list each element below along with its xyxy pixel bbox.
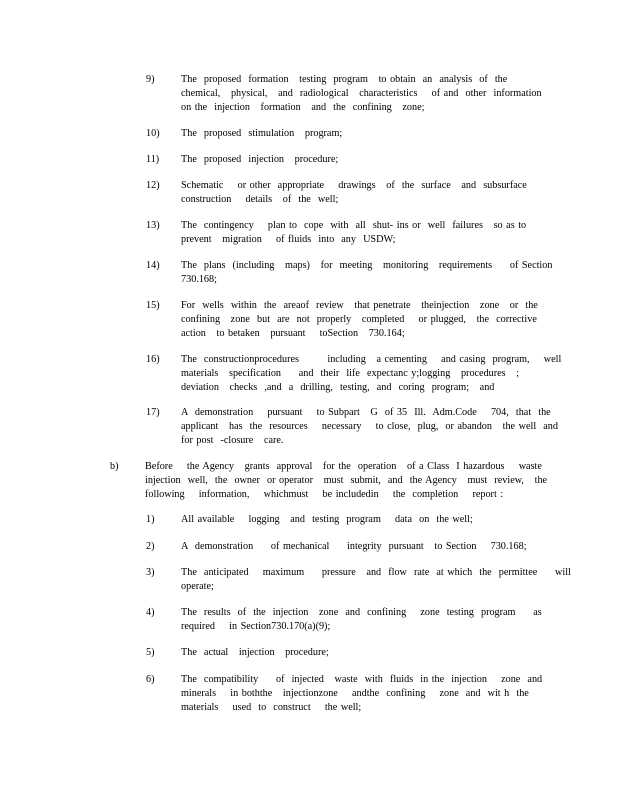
item-text <box>181 127 546 141</box>
item-number: 17) <box>146 407 160 418</box>
item-text <box>181 566 571 594</box>
text-line: prevent migration of fluids into any USDW; <box>181 234 396 245</box>
item-number: 2) <box>146 541 155 552</box>
text-line: action to betaken pursuant toSection 730.164; <box>181 328 405 339</box>
text-line: The contingency plan to cope with all shut- ins or well failures so as to <box>181 220 527 231</box>
text-line: confining zone but are not properly completed or plugged, the corrective <box>181 314 537 325</box>
text-line: The proposed stimulation program; <box>181 128 343 139</box>
text-line: materials used to construct the well; <box>181 702 362 713</box>
text-line: The plans (including maps) for meeting monitoring requirements of Section <box>181 260 553 271</box>
item-text <box>181 73 546 115</box>
item-number: 11) <box>146 154 160 165</box>
item-number: 10) <box>146 128 160 139</box>
text-line: For wells within the areaof review that penetrate theinjection zone or the <box>181 300 538 311</box>
section-text <box>145 460 546 502</box>
text-line: operate; <box>181 581 214 592</box>
item-text <box>181 406 558 448</box>
item-number: 15) <box>146 300 160 311</box>
item-number: 6) <box>146 674 155 685</box>
text-line: A demonstration of mechanical integrity pursuant to Section 730.168; <box>181 541 527 552</box>
text-line: The actual injection procedure; <box>181 647 329 658</box>
item-text <box>181 513 546 527</box>
text-line: injection well, the owner or operator must submit, and the Agency must review, the <box>145 475 548 486</box>
text-line: for post -closure care. <box>181 435 284 446</box>
text-line: deviation checks ,and a drilling, testing, and coring program; and <box>181 382 495 393</box>
item-text <box>181 299 546 341</box>
text-line: The compatibility of injected waste with fluids in the injection zone and <box>181 674 543 685</box>
item-text <box>181 153 546 167</box>
text-line: The proposed injection procedure; <box>181 154 339 165</box>
item-text <box>181 179 546 207</box>
item-number: 5) <box>146 647 155 658</box>
item-text <box>181 353 562 395</box>
text-line: minerals in boththe injectionzone andthe confining zone and wit h the <box>181 688 529 699</box>
text-line: The results of the injection zone and confining zone testing program as <box>181 607 542 618</box>
text-line: construction details of the well; <box>181 194 339 205</box>
item-text <box>181 259 553 287</box>
item-text <box>181 540 546 554</box>
text-line: applicant has the resources necessary to close, plug, or abandon the well and <box>181 421 558 432</box>
item-number: 1) <box>146 514 155 525</box>
text-line: on the injection formation and the confining zone; <box>181 102 425 113</box>
item-number: 9) <box>146 74 155 85</box>
item-text <box>181 646 546 660</box>
item-number: 3) <box>146 567 155 578</box>
section-label: b) <box>110 461 119 472</box>
item-number: 14) <box>146 260 160 271</box>
text-line: The proposed formation testing program to obtain an analysis of the <box>181 74 508 85</box>
item-number: 4) <box>146 607 155 618</box>
text-line: Before the Agency grants approval for the operation of a Class I hazardous waste <box>145 461 542 472</box>
item-number: 16) <box>146 354 160 365</box>
item-number: 13) <box>146 220 160 231</box>
text-line: 730.168; <box>181 274 217 285</box>
text-line: chemical, physical, and radiological characteristics of and other information <box>181 88 542 99</box>
text-line: All available logging and testing program data on the well; <box>181 514 473 525</box>
text-line: following information, whichmust be includedin the completion report : <box>145 489 504 500</box>
text-line: A demonstration pursuant to Subpart G of 35 Ill. Adm.Code 704, that the <box>181 407 551 418</box>
text-line: materials specification and their life expectanc y;logging procedures ; <box>181 368 520 379</box>
text-line: The constructionprocedures including a cementing and casing program, well <box>181 354 562 365</box>
text-line: The anticipated maximum pressure and flow rate at which the permittee will <box>181 567 571 578</box>
text-line: required in Section730.170(a)(9); <box>181 621 331 632</box>
item-number: 12) <box>146 180 160 191</box>
item-text <box>181 606 546 634</box>
text-line: Schematic or other appropriate drawings of the surface and subsurface <box>181 180 527 191</box>
item-text <box>181 673 546 715</box>
item-text <box>181 219 546 247</box>
